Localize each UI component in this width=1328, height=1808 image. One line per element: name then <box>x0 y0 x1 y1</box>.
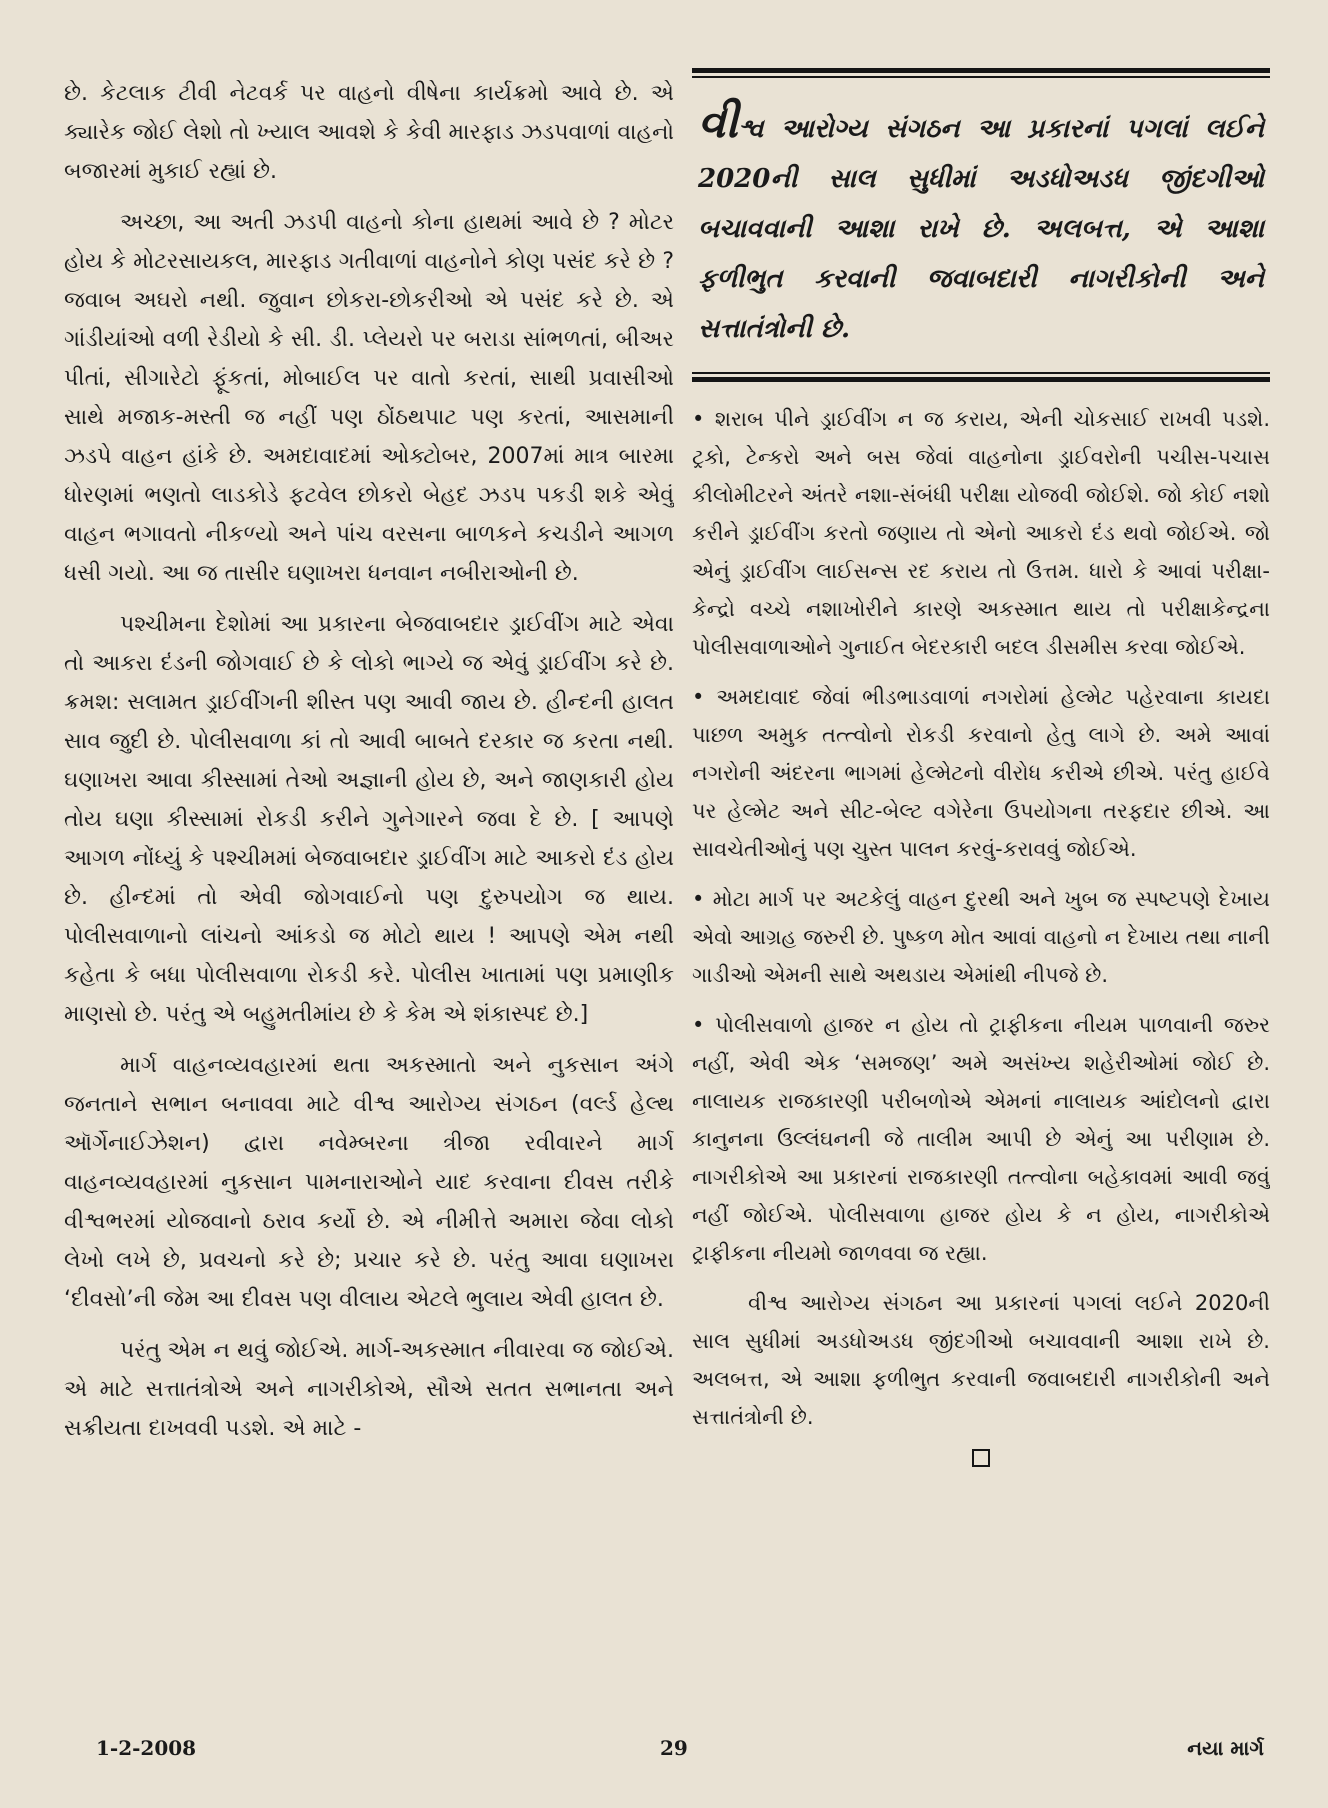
bullet-paragraph: • મોટા માર્ગ પર અટકેલું વાહન દુરથી અને ખુબ જ સ્પષ્ટપણે દેખાય એવો આગ્રહ જરુરી છે. પુષ્કળ મોત આવાં વાહનો ન દેખાય તથા નાની ગાડીઓ એમની સાથે અથડાય એમાંથી નીપજે છે. <box>692 887 1270 987</box>
issue-date: 1-2-2008 <box>96 1736 197 1760</box>
paragraph: છે. કેટલાક ટીવી નેટવર્ક પર વાહનો વીષેના કાર્યક્રમો આવે છે. એ ક્યારેક જોઈ લેશો તો ખ્યાલ આવશે કે કેવી મારફાડ ઝડપવાળાં વાહનો બજારમાં મુકાઈ રહ્યાં છે. <box>64 81 674 184</box>
paragraph: માર્ગ વાહનવ્યવહારમાં થતા અકસ્માતો અને નુકસાન અંગે જનતાને સભાન બનાવવા માટે વીશ્વ આરોગ્ય સંગઠન (વર્લ્ડ હેલ્થ ઑર્ગેનાઈઝેશન) દ્વારા નવેમ્બરના ત્રીજા રવીવારને માર્ગ વાહનવ્યવહારમાં નુકસાન પામનારાઓને યાદ કરવાના દીવસ તરીકે વીશ્વભરમાં યોજવાનો ઠરાવ કર્યો છે. એ નીમીત્તે અમારા જેવા લોકો લેખો લખે છે, પ્રવચનો કરે છે; પ્રચાર કરે છે. પરંતુ આવા ઘણાખરા ‘દીવસો’ની જેમ આ દીવસ પણ વીલાય એટલે ભુલાય એવી હાલત છે. <box>64 1053 674 1312</box>
paragraph: પરંતુ એમ ન થવું જોઈએ. માર્ગ-અકસ્માત નીવારવા જ જોઈએ. એ માટે સત્તાતંત્રોએ અને નાગરીકોએ, સૌએ સતત સભાનતા અને સક્રીયતા દાખવવી પડશે. એ માટે - <box>64 1338 674 1441</box>
bullet-paragraph: • પોલીસવાળો હાજર ન હોય તો ટ્રાફીકના નીયમ પાળવાની જરુર નહીં, એવી એક ‘સમજણ’ અમે અસંખ્ય શહેરીઓમાં જોઈ છે. નાલાયક રાજકારણી પરીબળોએ એમનાં નાલાયક આંદોલનો દ્વારા કાનુનના ઉલ્લંઘનની જે તાલીમ આપી છે એનું આ પરીણામ છે. નાગરીકોએ આ પ્રકારનાં રાજકારણી તત્ત્વોના બહેકાવમાં આવી જવું નહીં જોઈએ. પોલીસવાળા હાજર હોય કે ન હોય, નાગરીકોએ ટ્રાફીકના નીયમો જાળવવા જ રહ્યા. <box>692 1013 1270 1265</box>
pull-quote <box>692 98 1270 354</box>
page-footer <box>0 1730 1328 1770</box>
left-column <box>64 74 674 1714</box>
end-mark-icon <box>692 1448 1270 1473</box>
paragraph: પશ્ચીમના દેશોમાં આ પ્રકારના બેજવાબદાર ડ્રાઈવીંગ માટે એવા તો આકરા દંડની જોગવાઈ છે કે લોકો ભાગ્યે જ એવું ડ્રાઈવીંગ કરે છે. ક્રમશ: સલામત ડ્રાઈવીંગની શીસ્ત પણ આવી જાય છે. હીન્દની હાલત સાવ જુદી છે. પોલીસવાળા કાં તો આવી બાબતે દરકાર જ કરતા નથી. ઘણાખરા આવા કીસ્સામાં તેઓ અજ્ઞાની હોય છે, અને જાણકારી હોય તોય ઘણા કીસ્સામાં રોકડી કરીને ગુનેગારને જવા દે છે. [ આપણે આગળ નોંધ્યું કે પશ્ચીમમાં બેજવાબદાર ડ્રાઈવીંગ માટે આકરો દંડ હોય છે. હીન્દમાં તો એવી જોગવાઈનો પણ દુરુપયોગ જ થાય. પોલીસવાળાનો લાંચનો આંકડો જ મોટો થાય ! આપણે એમ નથી કહેતા કે બધા પોલીસવાળા રોકડી કરે. પોલીસ ખાતામાં પણ પ્રમાણીક માણસો છે. પરંતુ એ બહુમતીમાંય છે કે કેમ એ શંકાસ્પદ છે.] <box>64 612 674 1027</box>
bullet-paragraph: • અમદાવાદ જેવાં ભીડભાડવાળાં નગરોમાં હેલ્મેટ પહેરવાના કાયદા પાછળ અમુક તત્ત્વોનો રોકડી કરવાનો હેતુ લાગે છે. અમે આવાં નગરોની અંદરના ભાગમાં હેલ્મેટનો વીરોધ કરીએ છીએ. પરંતુ હાઈવે પર હેલ્મેટ અને સીટ-બેલ્ટ વગેરેના ઉપયોગના તરફદાર છીએ. આ સાવચેતીઓનું પણ ચુસ્ત પાલન કરવું-કરાવવું જોઈએ. <box>692 685 1270 861</box>
pull-quote-text: શ્વ આરોગ્ય સંગઠન આ પ્રકારનાં પગલાં લઈને 2020ની સાલ સુધીમાં અડધોઅડધ જીંદગીઓ બચાવવાની આશા રાખે છે. અલબત્ત, એ આશા ફળીભુત કરવાની જવાબદારી નાગરીકોની અને સત્તાતંત્રોની છે. <box>698 114 1264 344</box>
magazine-name: નયા માર્ગ <box>1187 1736 1264 1760</box>
top-rule-divider <box>692 68 1270 78</box>
pull-quote-drop-letter: વી <box>698 97 738 148</box>
bullet-paragraph: • શરાબ પીને ડ્રાઈવીંગ ન જ કરાય, એની ચોકસાઈ રાખવી પડશે. ટ્રકો, ટેન્કરો અને બસ જેવાં વાહનોના ડ્રાઈવરોની પચીસ-પચાસ કીલોમીટરને અંતરે નશા-સંબંધી પરીક્ષા યોજવી જોઈશે. જો કોઈ નશો કરીને ડ્રાઈવીંગ કરતો જણાય તો એનો આકરો દંડ થવો જોઈએ. જો એનું ડ્રાઈવીંગ લાઈસન્સ રદ કરાય તો ઉત્તમ. ધારો કે આવાં પરીક્ષા-કેન્દ્રો વચ્ચે નશાખોરીને કારણે અકસ્માત થાય તો પરીક્ષાકેન્દ્રના પોલીસવાળાઓને ગુનાઈત બેદરકારી બદલ ડીસમીસ કરવા જોઈએ. <box>692 407 1270 659</box>
bottom-rule-divider <box>692 372 1270 382</box>
page-number: 29 <box>660 1736 688 1760</box>
closing-paragraph: વીશ્વ આરોગ્ય સંગઠન આ પ્રકારનાં પગલાં લઈને 2020ની સાલ સુધીમાં અડધોઅડધ જીંદગીઓ બચાવવાની આશા રાખે છે. અલબત્ત, એ આશા ફળીભુત કરવાની જવાબદારી નાગરીકોની અને સત્તાતંત્રોની છે. <box>692 1291 1270 1429</box>
paragraph: અચ્છા, આ અતી ઝડપી વાહનો કોના હાથમાં આવે છે ? મોટર હોય કે મોટરસાયકલ, મારફાડ ગતીવાળાં વાહનોને કોણ પસંદ કરે છે ? જવાબ અઘરો નથી. જુવાન છોકરા-છોકરીઓ એ પસંદ કરે છે. એ ગાંડીયાંઓ વળી રેડીયો કે સી. ડી. પ્લેયરો પર બરાડા સાંભળતાં, બીઅર પીતાં, સીગારેટો ફૂંકતાં, મોબાઈલ પર વાતો કરતાં, સાથી પ્રવાસીઓ સાથે મજાક-મસ્તી જ નહીં પણ ઠોંઠથપાટ પણ કરતાં, આસમાની ઝડપે વાહન હાંકે છે. અમદાવાદમાં ઓક્ટોબર, 2007માં માત્ર બારમા ધોરણમાં ભણતો લાડકોડે ફટવેલ છોકરો બેહદ ઝડપ પકડી શકે એવું વાહન ભગાવતો નીકળ્યો અને પાંચ વરસના બાળકને કચડીને આગળ ધસી ગયો. આ જ તાસીર ઘણાખરા ધનવાન નબીરાઓની છે. <box>64 210 674 586</box>
recommendation-list <box>692 400 1270 1436</box>
right-column <box>692 68 1270 1718</box>
